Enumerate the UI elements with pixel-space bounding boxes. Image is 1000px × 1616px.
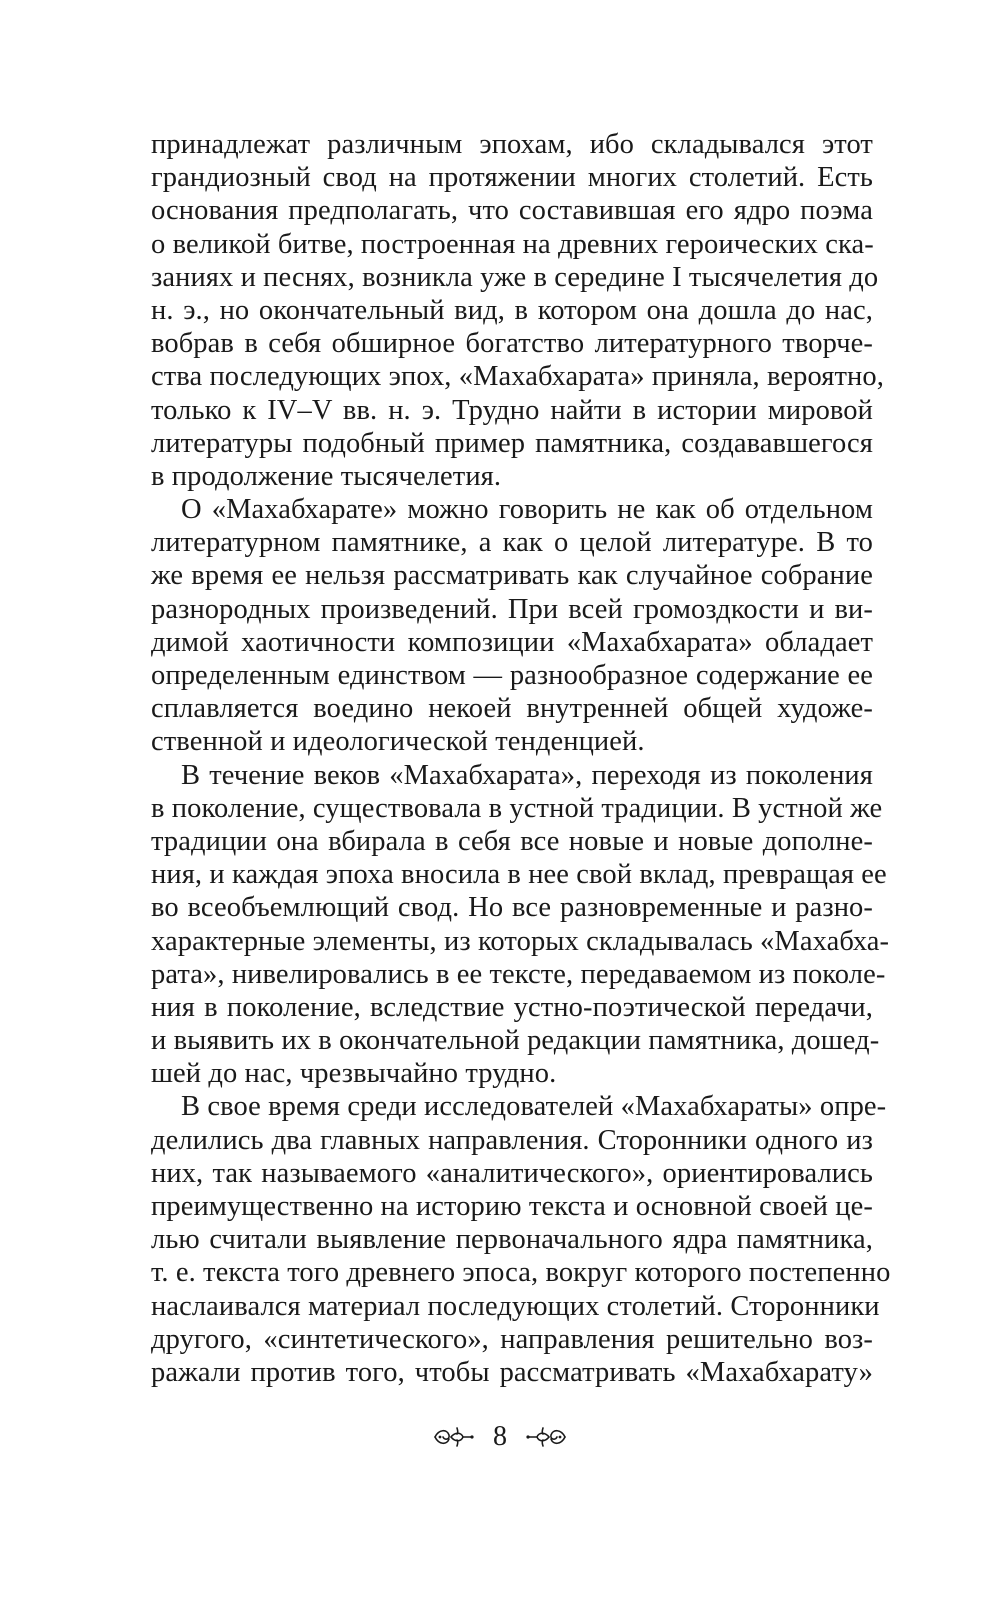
text-line: лью считали выявление первоначального ядра памятника, [151,1224,873,1256]
text-line: н. э., но окончательный вид, в котором она дошла до нас, [151,294,873,326]
text-line: вобрав в себя обширное богатство литературного творче- [151,328,873,360]
text-line: ражали против того, чтобы рассматривать «Махабхарату» [151,1356,873,1388]
text-line: принадлежат различным эпохам, ибо складывался этот [151,129,873,160]
text-line: во всеобъемлющий свод. Но все разновременные и разно- [151,892,873,924]
text-line: разнородных произведений. При всей громоздкости и ви- [151,593,873,625]
paragraph [151,759,890,1091]
text-line: шей до нас, чрезвычайно трудно. [151,1058,557,1090]
text-line: традиции она вбирала в себя все новые и новые дополне- [151,825,873,857]
text-line: ства последующих эпох, «Махабхарата» приняла, вероятно, [151,361,884,393]
page-number: 8 [493,1421,507,1452]
text-line: заниях и песнях, возникла уже в середине I тысячелетия до [151,261,879,293]
ornament-right-icon [525,1424,569,1450]
text-line: сплавляется воедино некоей внутренней общей художе- [151,693,873,725]
paragraph [151,1090,891,1389]
ornament-left-icon [431,1424,475,1450]
page-footer [0,1417,1000,1457]
text-line: наслаивался материал последующих столетий. Сторонники [151,1290,880,1322]
text-line: В свое время среди исследователей «Махабхараты» опре- [181,1091,887,1123]
text-line: только к IV–V вв. н. э. Трудно найти в истории мировой [151,394,873,426]
text-line: основания предполагать, что составившая его ядро поэма [151,195,873,227]
page-body [151,128,891,1389]
text-line: грандиозный свод на протяжении многих столетий. Есть [151,162,873,194]
text-line: О «Махабхарате» можно говорить не как об отдельном [181,494,873,526]
text-line: ственной и идеологической тенденцией. [151,726,645,758]
text-line: ния в поколение, вследствие устно-поэтической передачи, [151,991,873,1023]
text-line: ния, и каждая эпоха вносила в нее свой вклад, превращая ее [151,859,887,891]
text-line: литературы подобный пример памятника, создававшегося [151,427,873,459]
text-line: т. е. текста того древнего эпоса, вокруг которого постепенно [151,1257,891,1289]
text-line: же время ее нельзя рассматривать как случайное собрание [151,560,873,592]
text-line: другого, «синтетического», направления решительно воз- [151,1323,873,1355]
text-line: преимущественно на историю текста и основной своей це- [151,1191,873,1222]
text-line: о великой битве, построенная на древних героических ска- [151,228,874,260]
text-line: литературном памятнике, а как о целой литературе. В то [151,527,873,559]
text-line: димой хаотичности композиции «Махабхарата» обладает [151,626,873,658]
text-line: характерные элементы, из которых складывалась «Махабха- [151,925,890,957]
text-line: определенным единством — разнообразное содержание ее [151,660,873,691]
paragraph [151,128,884,493]
paragraph [151,493,873,759]
text-line: них, так называемого «аналитического», ориентировались [151,1157,873,1189]
text-line: рата», нивелировались в ее тексте, передаваемом из поколе- [151,958,886,990]
text-line: делились два главных направления. Сторонники одного из [151,1124,873,1156]
text-line: и выявить их в окончательной редакции памятника, дошед- [151,1025,880,1057]
text-line: в продолжение тысячелетия. [151,460,502,492]
text-line: в поколение, существовала в устной традиции. В устной же [151,792,883,824]
text-line: В течение веков «Махабхарата», переходя из поколения [181,759,873,791]
